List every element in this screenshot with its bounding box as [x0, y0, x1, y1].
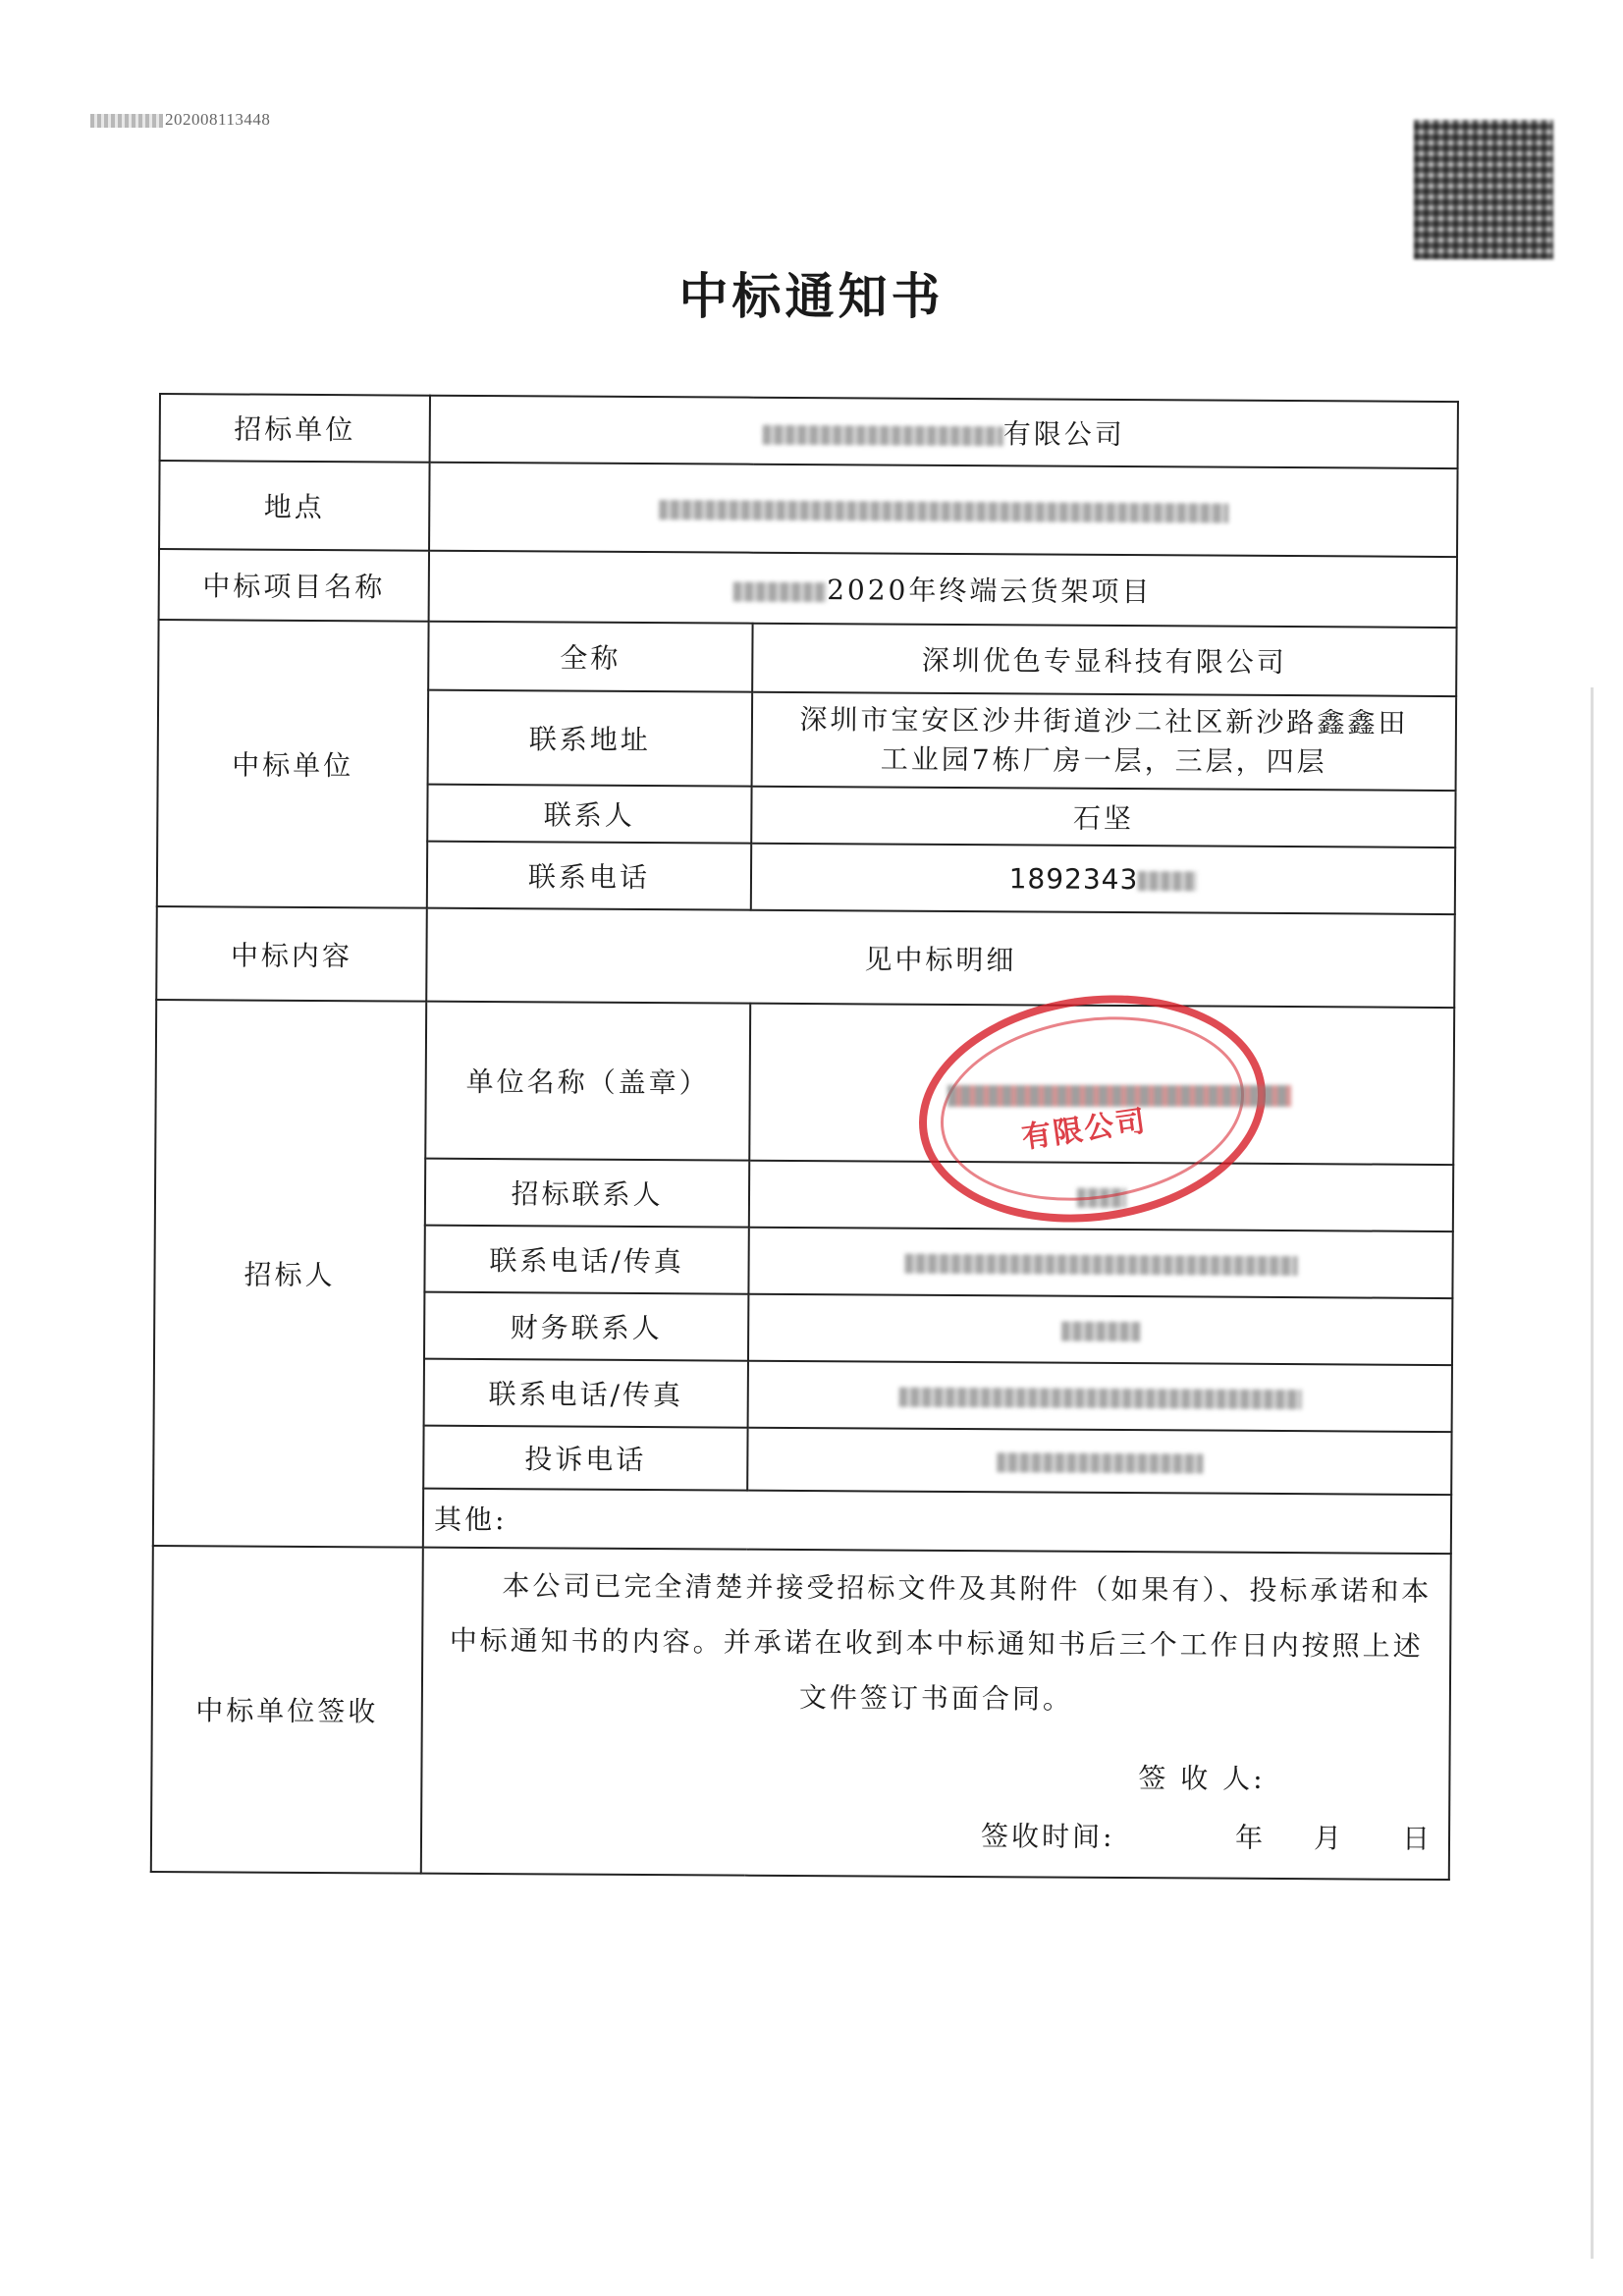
redacted-text [1061, 1322, 1140, 1341]
seal-text: 有限公司 [1019, 1104, 1150, 1156]
redacted-text [733, 581, 827, 602]
day-label: 日 [1401, 1822, 1434, 1855]
winner-phone-value [751, 844, 1455, 914]
redacted-prefix [90, 114, 163, 128]
location-value [429, 463, 1458, 557]
sign-time-label: 签收时间: [980, 1820, 1115, 1853]
project-label: 中标项目名称 [159, 549, 429, 622]
finance-contact-value [748, 1294, 1452, 1365]
row-project [159, 549, 1457, 628]
redacted-text [763, 424, 1003, 445]
tenderer-phone-fax-value [748, 1228, 1452, 1298]
address-line-1: 深圳市宝安区沙井街道沙二社区新沙路鑫鑫田 [799, 702, 1409, 739]
sign-time-line [438, 1804, 1433, 1869]
row-content [156, 906, 1455, 1008]
finance-phone-fax-value [748, 1361, 1452, 1432]
year-label: 年 [1234, 1821, 1267, 1854]
tenderer-contact-label: 招标联系人 [425, 1159, 749, 1228]
tenderer-phone-fax-label: 联系电话/传真 [424, 1226, 748, 1294]
project-value [429, 551, 1457, 628]
signoff-content [421, 1548, 1451, 1880]
row-winner-fullname [158, 620, 1456, 696]
phone-visible-digits: 1892343 [1008, 861, 1139, 896]
finance-contact-label: 财务联系人 [424, 1292, 748, 1361]
date-gap [1118, 1846, 1226, 1847]
winner-address-value [752, 692, 1457, 791]
redacted-text [1138, 871, 1197, 891]
redacted-text [904, 1254, 1297, 1276]
tenderer-unit-value [430, 396, 1458, 468]
winner-contact-label: 联系人 [427, 785, 751, 844]
signoff-paragraph: 本公司已完全清楚并接受招标文件及其附件（如果有）、投标承诺和本中标通知书的内容。并承诺在收到本中标通知书后三个工作日内按照上述文件签订书面合同。 [449, 1569, 1433, 1716]
document-number [90, 110, 270, 130]
signer-line [438, 1745, 1433, 1810]
unit-name-label: 单位名称（盖章） [425, 1002, 750, 1161]
doc-number-text: 202008113448 [165, 110, 271, 129]
winner-phone-label: 联系电话 [427, 842, 751, 910]
redacted-text [997, 1452, 1203, 1473]
winner-label: 中标单位 [157, 620, 429, 908]
tenderer-unit-suffix: 有限公司 [1002, 417, 1125, 452]
winner-fullname-value: 深圳优色专显科技有限公司 [752, 624, 1456, 696]
row-signoff [151, 1546, 1451, 1880]
winner-address-label: 联系地址 [428, 690, 753, 787]
page-title: 中标通知书 [678, 268, 945, 325]
redacted-text [659, 500, 1228, 523]
project-name-suffix: 2020年终端云货架项目 [827, 574, 1153, 609]
signer-label: 签 收 人: [1138, 1762, 1266, 1795]
content-label: 中标内容 [156, 906, 427, 1002]
location-label: 地点 [159, 461, 430, 551]
content-value: 见中标明细 [426, 908, 1455, 1008]
finance-phone-fax-label: 联系电话/传真 [424, 1359, 748, 1428]
redacted-text [898, 1388, 1301, 1410]
address-line-2: 工业园7栋厂房一层，三层，四层 [880, 742, 1327, 779]
tenderer-label: 招标人 [153, 1000, 426, 1548]
row-location [159, 461, 1458, 557]
scan-edge [1591, 687, 1594, 2259]
tenderer-unit-label: 招标单位 [160, 394, 430, 463]
qr-code-icon [1414, 120, 1553, 259]
other-label: 其他: [423, 1489, 1451, 1554]
complaint-phone-value [747, 1428, 1451, 1495]
complaint-phone-label: 投诉电话 [423, 1426, 747, 1491]
row-tenderer-unit [160, 394, 1458, 468]
notice-table [150, 393, 1459, 1881]
signoff-label: 中标单位签收 [151, 1546, 423, 1874]
winner-fullname-label: 全称 [428, 622, 752, 692]
winner-contact-value: 石坚 [751, 787, 1455, 847]
month-label: 月 [1313, 1822, 1345, 1855]
